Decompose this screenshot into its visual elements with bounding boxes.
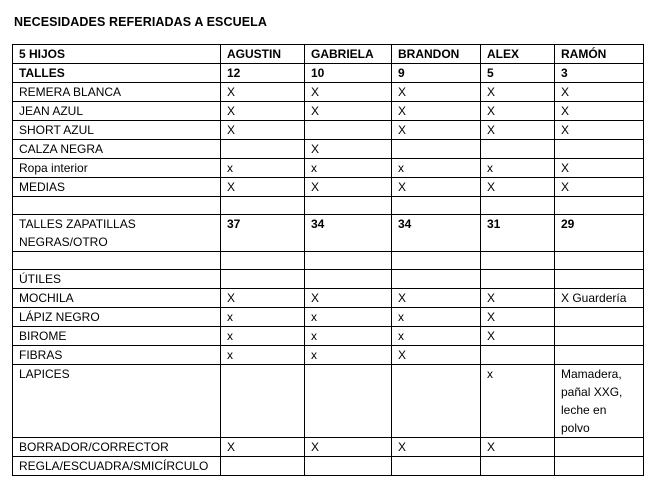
shoe-size-cell: 31	[481, 215, 555, 252]
shoe-size-cell: 29	[555, 215, 644, 252]
check-cell	[305, 365, 392, 438]
check-cell: X	[392, 289, 481, 308]
check-cell: X	[481, 289, 555, 308]
check-cell	[555, 140, 644, 159]
note-cell: Mamadera, pañal XXG, leche en polvo	[555, 365, 644, 438]
check-cell: X	[481, 102, 555, 121]
check-cell: X	[392, 83, 481, 102]
size-cell: 10	[305, 64, 392, 83]
empty-row	[13, 197, 644, 215]
shoe-size-cell: 34	[305, 215, 392, 252]
check-cell: X	[555, 83, 644, 102]
table-row	[13, 438, 644, 457]
table-row	[13, 308, 644, 327]
check-cell	[481, 346, 555, 365]
item-label: BIROME	[13, 327, 221, 346]
check-cell: X	[305, 83, 392, 102]
check-cell	[392, 365, 481, 438]
check-cell: X	[392, 102, 481, 121]
needs-table	[12, 44, 644, 476]
check-cell: X	[481, 327, 555, 346]
sizes-label: TALLES	[13, 64, 221, 83]
check-cell: X	[305, 140, 392, 159]
shoe-size-cell: 34	[392, 215, 481, 252]
check-cell	[305, 457, 392, 476]
check-cell: X	[481, 178, 555, 197]
size-cell: 12	[221, 64, 305, 83]
check-cell: X	[305, 178, 392, 197]
check-cell: X	[392, 438, 481, 457]
check-cell	[555, 438, 644, 457]
check-cell: X	[555, 121, 644, 140]
check-cell	[481, 140, 555, 159]
check-cell: x	[221, 308, 305, 327]
item-label: MEDIAS	[13, 178, 221, 197]
check-cell: X	[555, 102, 644, 121]
item-label: SHORT AZUL	[13, 121, 221, 140]
check-cell: x	[221, 346, 305, 365]
table-row	[13, 121, 644, 140]
check-cell: x	[221, 159, 305, 178]
check-cell	[392, 140, 481, 159]
check-cell	[555, 327, 644, 346]
item-label: MOCHILA	[13, 289, 221, 308]
check-cell: X	[392, 346, 481, 365]
item-label: JEAN AZUL	[13, 102, 221, 121]
shoe-size-cell: 37	[221, 215, 305, 252]
table-row	[13, 140, 644, 159]
check-cell: X	[392, 178, 481, 197]
check-cell: X	[305, 102, 392, 121]
table-row	[13, 365, 644, 438]
check-cell: X	[221, 289, 305, 308]
supplies-section-label: ÚTILES	[13, 270, 221, 289]
check-cell: X	[221, 438, 305, 457]
table-row	[13, 289, 644, 308]
check-cell: X	[305, 289, 392, 308]
check-cell: x	[305, 159, 392, 178]
table-row	[13, 457, 644, 476]
check-cell: X	[221, 121, 305, 140]
size-cell: 9	[392, 64, 481, 83]
table-row	[13, 178, 644, 197]
check-cell	[555, 308, 644, 327]
shoe-sizes-row	[13, 215, 644, 252]
check-cell: X	[481, 438, 555, 457]
check-cell: x	[392, 327, 481, 346]
size-cell: 5	[481, 64, 555, 83]
header-cell-agustin: AGUSTIN	[221, 45, 305, 64]
header-cell-children: 5 HIJOS	[13, 45, 221, 64]
check-cell	[555, 457, 644, 476]
check-cell: x	[481, 159, 555, 178]
check-cell: x	[305, 327, 392, 346]
check-cell: x	[221, 327, 305, 346]
check-cell	[221, 365, 305, 438]
check-cell: X	[305, 438, 392, 457]
check-cell	[221, 140, 305, 159]
check-cell	[305, 121, 392, 140]
header-cell-ramon: RAMÓN	[555, 45, 644, 64]
check-cell: X	[221, 83, 305, 102]
item-label: LAPICES	[13, 365, 221, 438]
item-label: Ropa interior	[13, 159, 221, 178]
item-label: CALZA NEGRA	[13, 140, 221, 159]
check-cell: X	[221, 102, 305, 121]
supplies-section-row	[13, 270, 644, 289]
header-cell-alex: ALEX	[481, 45, 555, 64]
check-cell: X	[555, 178, 644, 197]
check-cell: X	[481, 308, 555, 327]
check-cell	[221, 457, 305, 476]
check-cell: X Guardería	[555, 289, 644, 308]
item-label: FIBRAS	[13, 346, 221, 365]
check-cell: x	[481, 365, 555, 438]
check-cell: X	[555, 159, 644, 178]
table-row	[13, 327, 644, 346]
check-cell: x	[305, 308, 392, 327]
header-row	[13, 45, 644, 64]
item-label: LÁPIZ NEGRO	[13, 308, 221, 327]
check-cell: X	[481, 121, 555, 140]
check-cell	[555, 346, 644, 365]
header-cell-gabriela: GABRIELA	[305, 45, 392, 64]
check-cell: x	[392, 308, 481, 327]
item-label: REGLA/ESCUADRA/SMICÍRCULO	[13, 457, 221, 476]
sizes-row	[13, 64, 644, 83]
check-cell	[481, 457, 555, 476]
check-cell: X	[481, 83, 555, 102]
shoe-sizes-label: TALLES ZAPATILLAS NEGRAS/OTRO	[13, 215, 221, 252]
size-cell: 3	[555, 64, 644, 83]
check-cell: X	[221, 178, 305, 197]
item-label: REMERA BLANCA	[13, 83, 221, 102]
check-cell: x	[392, 159, 481, 178]
check-cell: x	[305, 346, 392, 365]
table-row	[13, 159, 644, 178]
check-cell: X	[392, 121, 481, 140]
table-row	[13, 346, 644, 365]
table-row	[13, 102, 644, 121]
document-title: NECESIDADES REFERIADAS A ESCUELA	[14, 15, 267, 29]
table-row	[13, 83, 644, 102]
header-cell-brandon: BRANDON	[392, 45, 481, 64]
item-label: BORRADOR/CORRECTOR	[13, 438, 221, 457]
check-cell	[392, 457, 481, 476]
empty-row	[13, 252, 644, 270]
